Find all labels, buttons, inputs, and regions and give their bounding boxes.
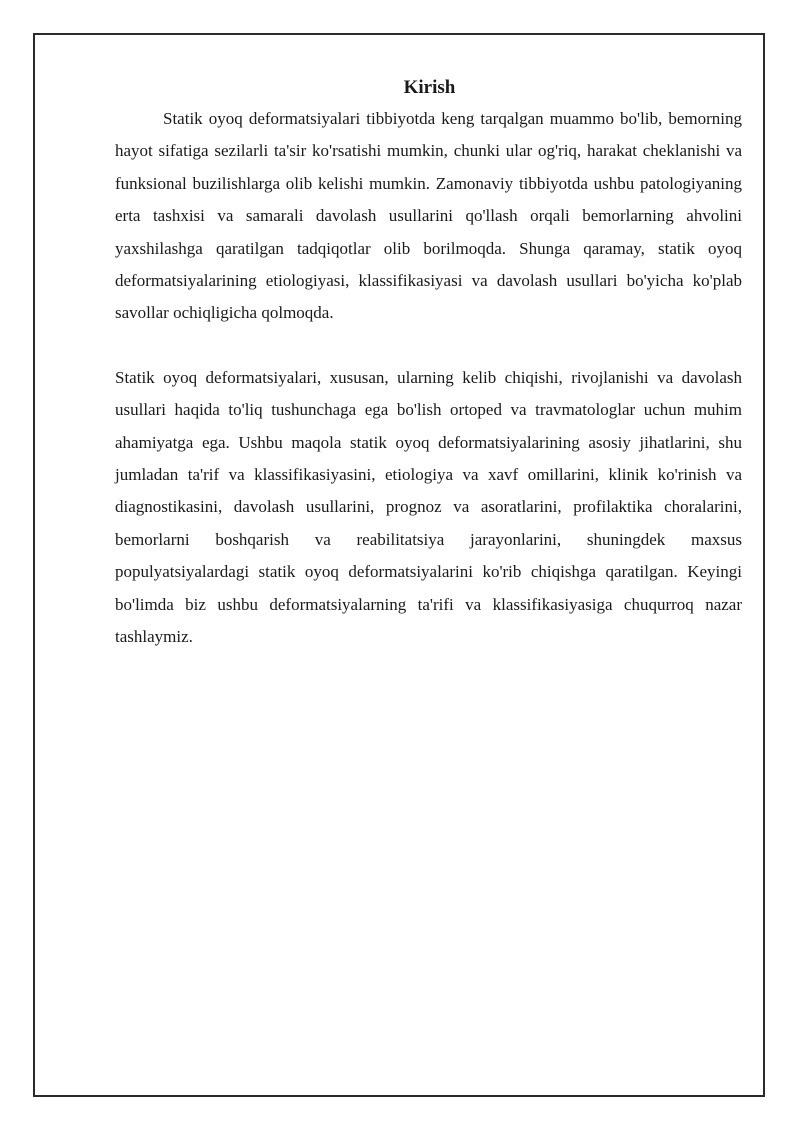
page-title: Kirish — [403, 77, 456, 98]
paragraph-spacer — [115, 330, 742, 362]
paragraph-intro: Statik oyoq deformatsiyalari tibbiyotda keng tarqalgan muammo bo'lib, bemorning hayot sifatiga sezilarli ta'sir ko'rsatishi mumkin, chunki ular og'riq, harakat cheklanishi va funksional buzilishlarga olib kelishi mumkin. Zamonaviy tibbiyotda ushbu patologiyaning erta tashxisi va samarali davolash usullarini qo'llash orqali bemorlarning ahvolini yaxshilashga qaratilgan tadqiqotlar olib borilmoqda. Shunga qaramay, statik oyoq deformatsiyalarining etiologiyasi, klassifikasiyasi va davolash usullari bo'yicha ko'plab savollar ochiqligicha qolmoqda. — [115, 109, 742, 323]
document-body — [115, 74, 742, 654]
paragraph-scope: Statik oyoq deformatsiyalari, xususan, ularning kelib chiqishi, rivojlanishi va davolash usullari haqida to'liq tushunchaga ega bo'lish ortoped va travmatologlar uchun muhim ahamiyatga ega. Ushbu maqola statik oyoq deformatsiyalarining asosiy jihatlarini, shu jumladan ta'rif va klassifikasiyasini, etiologiya va xavf omillarini, klinik ko'rinish va diagnostikasini, davolash usullarini, prognoz va asoratlarini, profilaktika choralarini, bemorlarni boshqarish va reabilitatsiya jarayonlarini, shuningdek maxsus populyatsiyalardagi statik oyoq deformatsiyalarini ko'rib chiqishga qaratilgan. Keyingi bo'limda biz ushbu deformatsiyalarning ta'rifi va klassifikasiyasiga chuqurroq nazar tashlaymiz. — [115, 367, 742, 647]
